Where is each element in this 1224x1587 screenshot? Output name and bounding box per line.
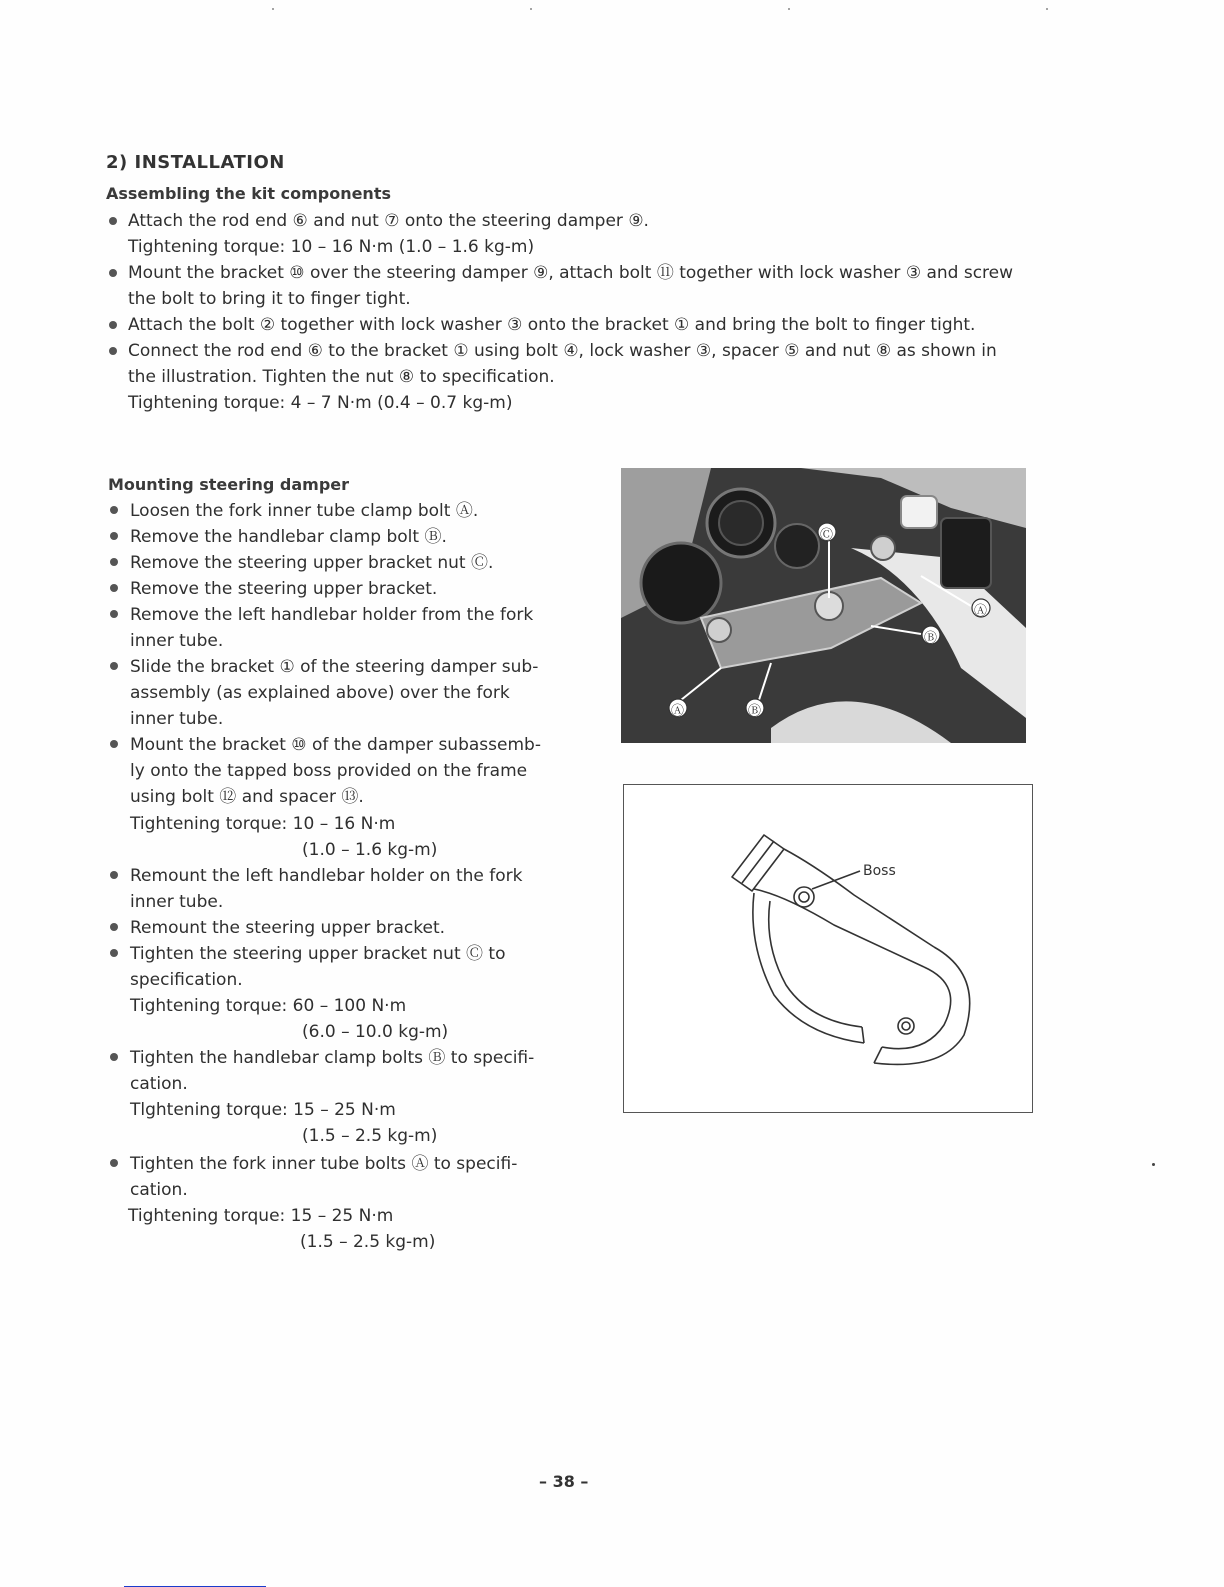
mounting-line: (6.0 – 10.0 kg-m) xyxy=(302,1022,449,1042)
mounting-line: Remove the steering upper bracket. xyxy=(130,579,438,599)
bullet xyxy=(109,321,117,329)
bullet xyxy=(110,506,118,514)
photo-label-a: Ⓐ xyxy=(671,704,685,719)
mounting-line: Remove the steering upper bracket nut Ⓒ. xyxy=(130,553,494,573)
mounting-line: Tighten the steering upper bracket nut Ⓒ to xyxy=(130,944,506,964)
photo-label-b: Ⓑ xyxy=(924,631,938,646)
assembling-line: Attach the rod end ⑥ and nut ⑦ onto the steering damper ⑨. xyxy=(128,211,649,231)
mounting-line: using bolt ⑫ and spacer ⑬. xyxy=(130,787,364,807)
assembling-line: Tightening torque: 4 – 7 N·m (0.4 – 0.7 kg-m) xyxy=(128,393,513,413)
bullet xyxy=(109,269,117,277)
assembling-line: the illustration. Tighten the nut ⑧ to specification. xyxy=(128,367,555,387)
scan-speck xyxy=(530,8,532,10)
scan-speck xyxy=(1152,1163,1155,1166)
frame-bracket-drawing xyxy=(624,785,1032,1112)
photo-label-a: Ⓐ xyxy=(974,604,988,619)
bullet xyxy=(109,347,117,355)
scan-speck xyxy=(1046,8,1048,10)
mounting-line: assembly (as explained above) over the fork xyxy=(130,683,510,703)
assembling-line: Mount the bracket ⑩ over the steering damper ⑨, attach bolt ⑪ together with lock washer ③ and screw xyxy=(128,263,1014,283)
mounting-line: Remount the left handlebar holder on the fork xyxy=(130,866,523,886)
bullet xyxy=(110,740,118,748)
bullet xyxy=(110,871,118,879)
mounting-line: (1.5 – 2.5 kg-m) xyxy=(300,1232,436,1252)
mounting-line: Slide the bracket ① of the steering damper sub- xyxy=(130,657,539,677)
mounting-line: Remount the steering upper bracket. xyxy=(130,918,446,938)
bullet xyxy=(110,1159,118,1167)
section-heading: 2) INSTALLATION xyxy=(106,152,285,173)
mounting-line: (1.5 – 2.5 kg-m) xyxy=(302,1126,438,1146)
mounting-line: inner tube. xyxy=(130,631,224,651)
boss-diagram xyxy=(623,784,1033,1113)
photo-label-b: Ⓑ xyxy=(748,704,762,719)
page-number: – 38 – xyxy=(539,1472,589,1491)
mounting-line: Tightening torque: 10 – 16 N·m xyxy=(130,814,396,834)
mounting-line: Remove the left handlebar holder from the fork xyxy=(130,605,534,625)
bullet xyxy=(110,923,118,931)
mounting-line: Remove the handlebar clamp bolt Ⓑ. xyxy=(130,527,447,547)
bullet xyxy=(110,532,118,540)
mounting-line: (1.0 – 1.6 kg-m) xyxy=(302,840,438,860)
scan-speck xyxy=(788,8,790,10)
bullet xyxy=(110,662,118,670)
mounting-line: Loosen the fork inner tube clamp bolt Ⓐ. xyxy=(130,501,479,521)
assembling-line: the bolt to bring it to finger tight. xyxy=(128,289,411,309)
bullet xyxy=(110,558,118,566)
mounting-line: Mount the bracket ⑩ of the damper subassemb- xyxy=(130,735,541,755)
mounting-line: cation. xyxy=(130,1074,188,1094)
bullet xyxy=(110,584,118,592)
mounting-title: Mounting steering damper xyxy=(108,475,350,494)
mounting-line: Tighten the fork inner tube bolts Ⓐ to specifi- xyxy=(130,1154,518,1174)
mounting-line: specification. xyxy=(130,970,243,990)
mounting-line: inner tube. xyxy=(130,709,224,729)
photo-label-c: Ⓒ xyxy=(820,528,834,543)
steering-head-photo xyxy=(621,468,1026,743)
bullet xyxy=(110,1053,118,1061)
mounting-line: cation. xyxy=(130,1180,188,1200)
assembling-title: Assembling the kit components xyxy=(106,184,391,203)
boss-label: Boss xyxy=(863,863,896,879)
scan-speck xyxy=(272,8,274,10)
bullet xyxy=(110,949,118,957)
mounting-line: Tighten the handlebar clamp bolts Ⓑ to specifi- xyxy=(130,1048,535,1068)
mounting-line: Tightening torque: 15 – 25 N·m xyxy=(128,1206,394,1226)
bullet xyxy=(109,217,117,225)
assembling-line: Attach the bolt ② together with lock washer ③ onto the bracket ① and bring the bolt to finger tight. xyxy=(128,315,976,335)
mounting-line: Tlghtening torque: 15 – 25 N·m xyxy=(130,1100,396,1120)
assembling-line: Connect the rod end ⑥ to the bracket ① using bolt ④, lock washer ③, spacer ⑤ and nut ⑧ as shown in xyxy=(128,341,997,361)
mounting-line: ly onto the tapped boss provided on the frame xyxy=(130,761,528,781)
mounting-line: Tightening torque: 60 – 100 N·m xyxy=(130,996,407,1016)
mounting-line: inner tube. xyxy=(130,892,224,912)
bullet xyxy=(110,610,118,618)
assembling-line: Tightening torque: 10 – 16 N·m (1.0 – 1.6 kg-m) xyxy=(128,237,535,257)
